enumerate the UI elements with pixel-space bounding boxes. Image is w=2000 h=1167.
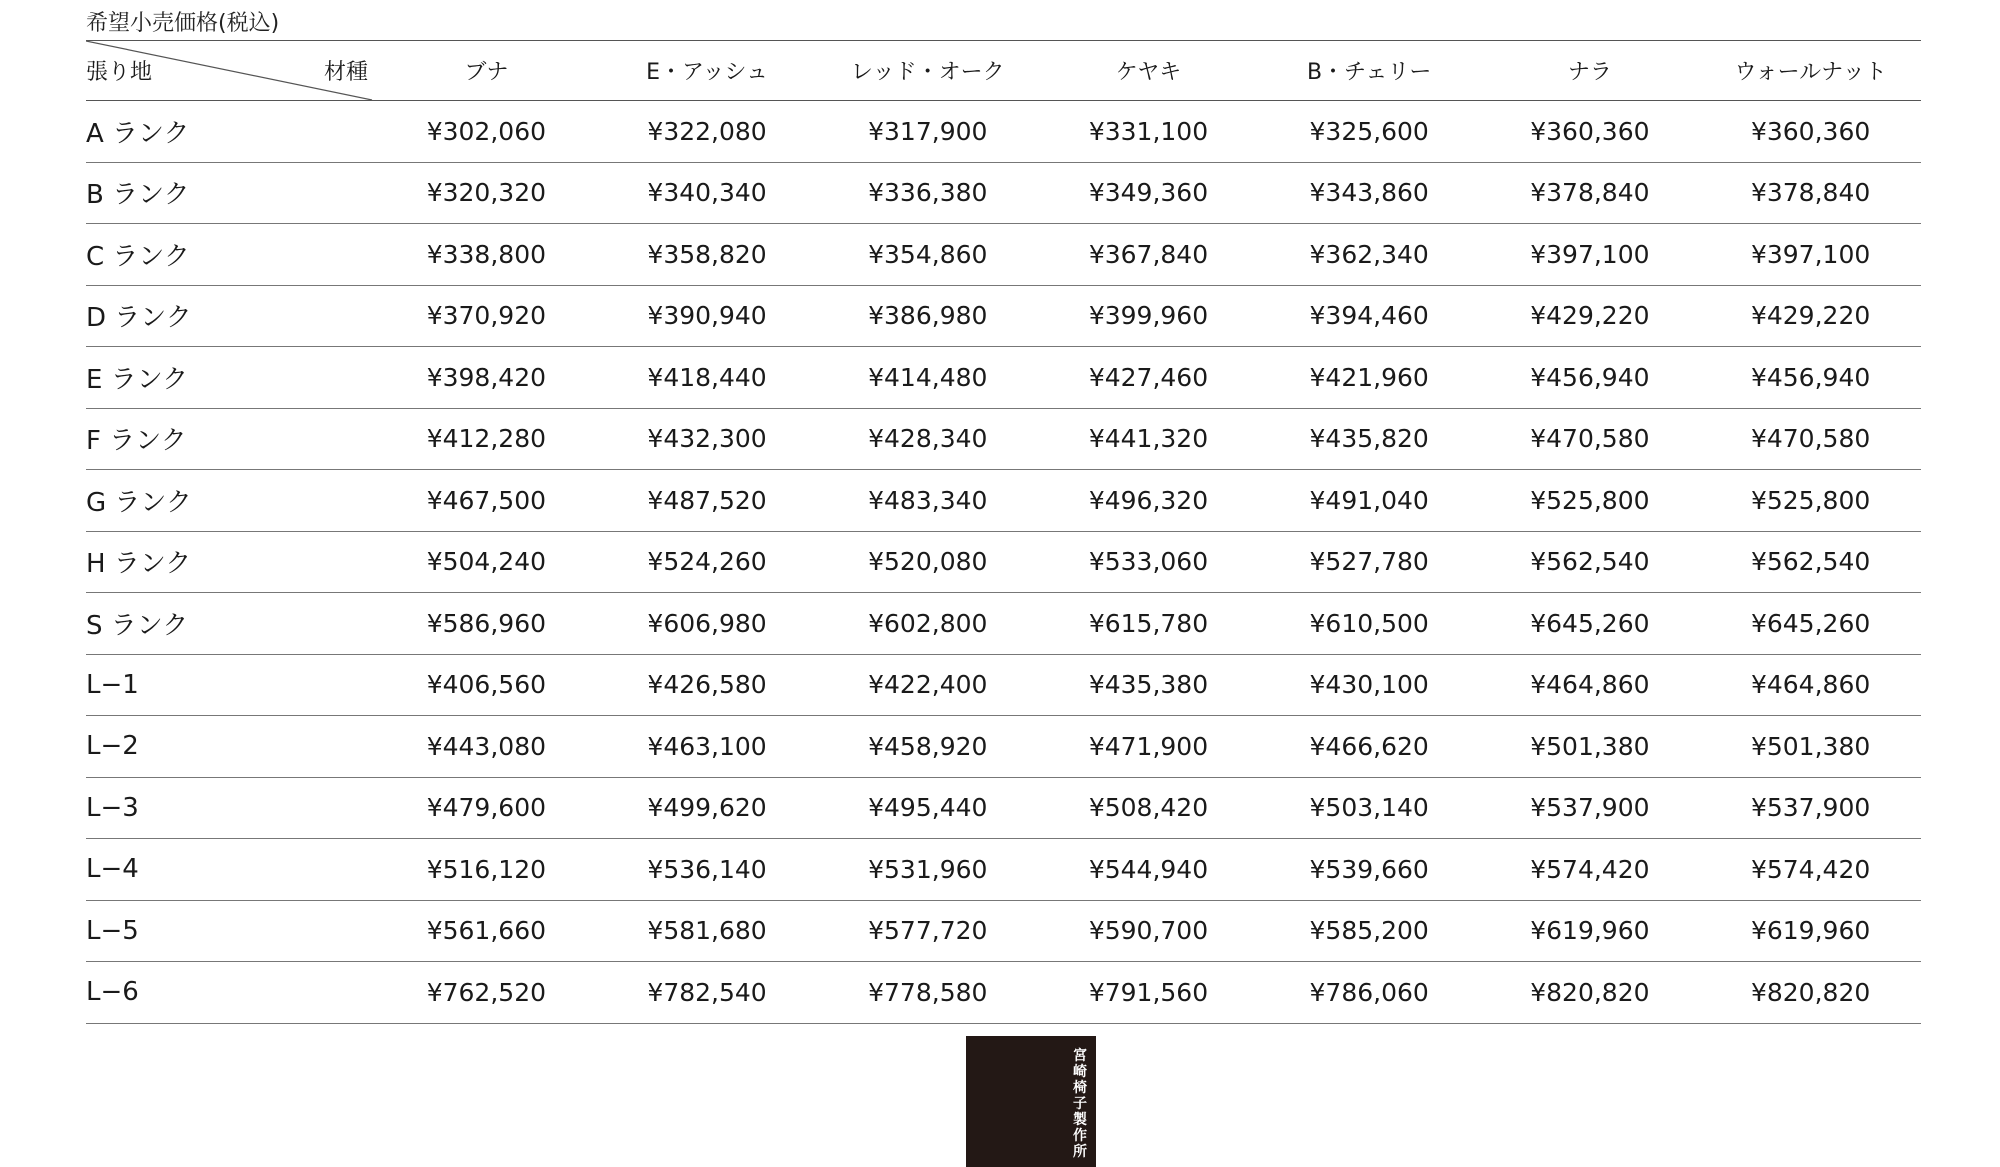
- price-cell: ¥336,380: [817, 162, 1038, 224]
- rank-label: L−6: [86, 962, 376, 1024]
- rank-label: F ランク: [86, 408, 376, 470]
- price-cell: ¥435,380: [1038, 654, 1259, 716]
- price-cell: ¥470,580: [1700, 408, 1921, 470]
- price-cell: ¥491,040: [1259, 470, 1480, 532]
- price-cell: ¥421,960: [1259, 347, 1480, 409]
- price-cell: ¥645,260: [1480, 593, 1701, 655]
- table-row: [86, 162, 1921, 224]
- price-cell: ¥516,120: [376, 839, 597, 901]
- price-table: [86, 40, 1921, 1024]
- price-cell: ¥585,200: [1259, 900, 1480, 962]
- price-cell: ¥463,100: [597, 716, 818, 778]
- material-header: E・アッシュ: [597, 41, 818, 101]
- material-header: B・チェリー: [1259, 41, 1480, 101]
- price-cell: ¥302,060: [376, 101, 597, 163]
- price-cell: ¥537,900: [1700, 777, 1921, 839]
- price-cell: ¥533,060: [1038, 531, 1259, 593]
- price-cell: ¥820,820: [1700, 962, 1921, 1024]
- rank-label: D ランク: [86, 285, 376, 347]
- price-cell: ¥397,100: [1480, 224, 1701, 286]
- price-cell: ¥343,860: [1259, 162, 1480, 224]
- price-cell: ¥422,400: [817, 654, 1038, 716]
- price-cell: ¥320,320: [376, 162, 597, 224]
- price-cell: ¥358,820: [597, 224, 818, 286]
- price-cell: ¥349,360: [1038, 162, 1259, 224]
- material-header: ナラ: [1480, 41, 1701, 101]
- rank-label: A ランク: [86, 101, 376, 163]
- company-logo-text: 宮崎椅子製作所: [1073, 1048, 1087, 1160]
- price-cell: ¥501,380: [1480, 716, 1701, 778]
- price-cell: ¥412,280: [376, 408, 597, 470]
- price-cell: ¥479,600: [376, 777, 597, 839]
- price-cell: ¥586,960: [376, 593, 597, 655]
- price-cell: ¥432,300: [597, 408, 818, 470]
- rank-label: L−1: [86, 654, 376, 716]
- price-cell: ¥443,080: [376, 716, 597, 778]
- price-cell: ¥414,480: [817, 347, 1038, 409]
- price-cell: ¥378,840: [1480, 162, 1701, 224]
- price-cell: ¥325,600: [1259, 101, 1480, 163]
- price-cell: ¥429,220: [1700, 285, 1921, 347]
- table-row: [86, 839, 1921, 901]
- price-cell: ¥441,320: [1038, 408, 1259, 470]
- price-cell: ¥525,800: [1700, 470, 1921, 532]
- table-row: [86, 654, 1921, 716]
- price-cell: ¥428,340: [817, 408, 1038, 470]
- material-header: ブナ: [376, 41, 597, 101]
- rank-label: S ランク: [86, 593, 376, 655]
- price-cell: ¥464,860: [1700, 654, 1921, 716]
- price-cell: ¥574,420: [1700, 839, 1921, 901]
- rank-label: L−5: [86, 900, 376, 962]
- price-cell: ¥398,420: [376, 347, 597, 409]
- price-cell: ¥495,440: [817, 777, 1038, 839]
- price-cell: ¥317,900: [817, 101, 1038, 163]
- rank-label: G ランク: [86, 470, 376, 532]
- rank-label: L−4: [86, 839, 376, 901]
- table-header: [86, 41, 1921, 101]
- price-cell: ¥354,860: [817, 224, 1038, 286]
- table-row: [86, 531, 1921, 593]
- price-cell: ¥527,780: [1259, 531, 1480, 593]
- price-cell: ¥496,320: [1038, 470, 1259, 532]
- price-cell: ¥615,780: [1038, 593, 1259, 655]
- price-cell: ¥503,140: [1259, 777, 1480, 839]
- price-cell: ¥429,220: [1480, 285, 1701, 347]
- price-cell: ¥467,500: [376, 470, 597, 532]
- price-cell: ¥367,840: [1038, 224, 1259, 286]
- table-body: [86, 101, 1921, 1024]
- price-cell: ¥525,800: [1480, 470, 1701, 532]
- price-cell: ¥331,100: [1038, 101, 1259, 163]
- price-cell: ¥539,660: [1259, 839, 1480, 901]
- price-cell: ¥466,620: [1259, 716, 1480, 778]
- column-header-label: 材種: [324, 60, 369, 85]
- price-cell: ¥531,960: [817, 839, 1038, 901]
- price-cell: ¥406,560: [376, 654, 597, 716]
- price-cell: ¥362,340: [1259, 224, 1480, 286]
- row-header-label: 張り地: [86, 60, 153, 85]
- price-cell: ¥386,980: [817, 285, 1038, 347]
- price-cell: ¥645,260: [1700, 593, 1921, 655]
- price-cell: ¥577,720: [817, 900, 1038, 962]
- material-header: ケヤキ: [1038, 41, 1259, 101]
- price-cell: ¥456,940: [1700, 347, 1921, 409]
- price-cell: ¥360,360: [1480, 101, 1701, 163]
- table-row: [86, 224, 1921, 286]
- price-cell: ¥544,940: [1038, 839, 1259, 901]
- header-row: [86, 41, 1921, 101]
- price-cell: ¥370,920: [376, 285, 597, 347]
- price-cell: ¥394,460: [1259, 285, 1480, 347]
- price-cell: ¥610,500: [1259, 593, 1480, 655]
- company-logo: [966, 1036, 1096, 1167]
- price-cell: ¥338,800: [376, 224, 597, 286]
- price-cell: ¥574,420: [1480, 839, 1701, 901]
- price-cell: ¥524,260: [597, 531, 818, 593]
- price-cell: ¥536,140: [597, 839, 818, 901]
- price-cell: ¥378,840: [1700, 162, 1921, 224]
- table-row: [86, 347, 1921, 409]
- table-row: [86, 777, 1921, 839]
- price-cell: ¥464,860: [1480, 654, 1701, 716]
- price-cell: ¥360,360: [1700, 101, 1921, 163]
- price-cell: ¥483,340: [817, 470, 1038, 532]
- table-row: [86, 900, 1921, 962]
- price-cell: ¥487,520: [597, 470, 818, 532]
- rank-label: C ランク: [86, 224, 376, 286]
- price-cell: ¥791,560: [1038, 962, 1259, 1024]
- price-cell: ¥606,980: [597, 593, 818, 655]
- price-cell: ¥397,100: [1700, 224, 1921, 286]
- price-cell: ¥782,540: [597, 962, 818, 1024]
- price-cell: ¥590,700: [1038, 900, 1259, 962]
- price-cell: ¥427,460: [1038, 347, 1259, 409]
- price-cell: ¥786,060: [1259, 962, 1480, 1024]
- price-caption: 希望小売価格(税込): [86, 11, 280, 36]
- rank-label: E ランク: [86, 347, 376, 409]
- material-header: ウォールナット: [1700, 41, 1921, 101]
- price-cell: ¥435,820: [1259, 408, 1480, 470]
- table-row: [86, 716, 1921, 778]
- price-cell: ¥501,380: [1700, 716, 1921, 778]
- price-cell: ¥470,580: [1480, 408, 1701, 470]
- table-row: [86, 101, 1921, 163]
- price-cell: ¥619,960: [1700, 900, 1921, 962]
- price-cell: ¥471,900: [1038, 716, 1259, 778]
- price-cell: ¥322,080: [597, 101, 818, 163]
- table-row: [86, 962, 1921, 1024]
- price-cell: ¥340,340: [597, 162, 818, 224]
- price-cell: ¥499,620: [597, 777, 818, 839]
- table-row: [86, 285, 1921, 347]
- price-cell: ¥426,580: [597, 654, 818, 716]
- rank-label: L−3: [86, 777, 376, 839]
- price-cell: ¥820,820: [1480, 962, 1701, 1024]
- price-cell: ¥561,660: [376, 900, 597, 962]
- table-row: [86, 593, 1921, 655]
- rank-label: B ランク: [86, 162, 376, 224]
- material-header: レッド・オーク: [817, 41, 1038, 101]
- price-cell: ¥520,080: [817, 531, 1038, 593]
- price-cell: ¥430,100: [1259, 654, 1480, 716]
- price-cell: ¥537,900: [1480, 777, 1701, 839]
- price-cell: ¥562,540: [1700, 531, 1921, 593]
- price-cell: ¥504,240: [376, 531, 597, 593]
- price-cell: ¥390,940: [597, 285, 818, 347]
- price-cell: ¥508,420: [1038, 777, 1259, 839]
- corner-header-cell: [86, 41, 376, 101]
- price-cell: ¥456,940: [1480, 347, 1701, 409]
- table-row: [86, 470, 1921, 532]
- price-cell: ¥602,800: [817, 593, 1038, 655]
- price-cell: ¥762,520: [376, 962, 597, 1024]
- price-cell: ¥562,540: [1480, 531, 1701, 593]
- price-cell: ¥581,680: [597, 900, 818, 962]
- table-row: [86, 408, 1921, 470]
- rank-label: H ランク: [86, 531, 376, 593]
- price-cell: ¥619,960: [1480, 900, 1701, 962]
- price-cell: ¥458,920: [817, 716, 1038, 778]
- rank-label: L−2: [86, 716, 376, 778]
- price-cell: ¥399,960: [1038, 285, 1259, 347]
- price-cell: ¥778,580: [817, 962, 1038, 1024]
- price-cell: ¥418,440: [597, 347, 818, 409]
